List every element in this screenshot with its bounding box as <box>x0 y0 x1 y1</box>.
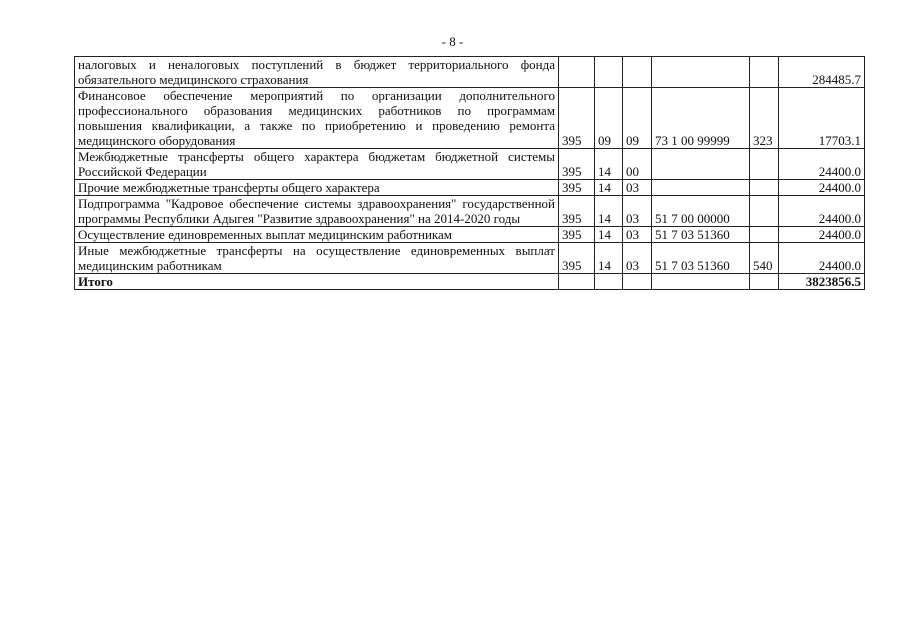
row-expense-type-code <box>750 180 779 196</box>
row-subsection-code: 00 <box>623 149 652 180</box>
row-target-article-code <box>652 180 750 196</box>
page-number: - 8 - <box>441 34 464 49</box>
row-section-code: 14 <box>595 149 623 180</box>
total-row <box>75 274 865 290</box>
budget-table <box>74 56 865 290</box>
row-department-code <box>559 57 595 88</box>
row-target-article-code: 51 7 03 51360 <box>652 243 750 274</box>
row-amount: 24400.0 <box>779 243 865 274</box>
row-target-article-code: 51 7 03 51360 <box>652 227 750 243</box>
table-row <box>75 227 865 243</box>
row-amount: 24400.0 <box>779 196 865 227</box>
row-target-article-code: 51 7 00 00000 <box>652 196 750 227</box>
row-description: налоговых и неналоговых поступлений в бюджет территориального фонда обязательного медицинского страхования <box>75 57 559 88</box>
row-subsection-code <box>623 57 652 88</box>
table-row <box>75 196 865 227</box>
row-description: Межбюджетные трансферты общего характера бюджетам бюджетной системы Российской Федерации <box>75 149 559 180</box>
row-target-article-code <box>652 57 750 88</box>
row-amount: 24400.0 <box>779 149 865 180</box>
row-expense-type-code <box>750 196 779 227</box>
table-row <box>75 180 865 196</box>
table-row <box>75 149 865 180</box>
table-row <box>75 243 865 274</box>
row-section-code: 14 <box>595 180 623 196</box>
row-description: Подпрограмма "Кадровое обеспечение системы здравоохранения" государственной программы Республики Адыгея "Развитие здравоохранения" на 2014-2020 годы <box>75 196 559 227</box>
row-description: Иные межбюджетные трансферты на осуществление единовременных выплат медицинским работникам <box>75 243 559 274</box>
row-department-code: 395 <box>559 88 595 149</box>
table-row <box>75 88 865 149</box>
row-department-code: 395 <box>559 227 595 243</box>
row-subsection-code: 03 <box>623 243 652 274</box>
row-expense-type-code <box>750 227 779 243</box>
total-sum: 3823856.5 <box>779 274 865 290</box>
row-expense-type-code: 540 <box>750 243 779 274</box>
row-section-code: 14 <box>595 227 623 243</box>
row-expense-type-code <box>750 57 779 88</box>
row-department-code: 395 <box>559 196 595 227</box>
row-section-code: 14 <box>595 196 623 227</box>
row-amount: 24400.0 <box>779 180 865 196</box>
row-expense-type-code: 323 <box>750 88 779 149</box>
table-row <box>75 57 865 88</box>
row-amount: 284485.7 <box>779 57 865 88</box>
row-description: Финансовое обеспечение мероприятий по организации дополнительного профессионального образования медицинских работников по программам повышения квалификации, а также по приобретению и проведению ремонта медицинского оборудования <box>75 88 559 149</box>
row-section-code: 09 <box>595 88 623 149</box>
row-subsection-code: 09 <box>623 88 652 149</box>
row-subsection-code: 03 <box>623 196 652 227</box>
row-section-code <box>595 57 623 88</box>
row-description: Осуществление единовременных выплат медицинским работникам <box>75 227 559 243</box>
row-subsection-code: 03 <box>623 227 652 243</box>
row-target-article-code <box>652 149 750 180</box>
row-amount: 24400.0 <box>779 227 865 243</box>
row-description: Прочие межбюджетные трансферты общего характера <box>75 180 559 196</box>
row-section-code: 14 <box>595 243 623 274</box>
row-target-article-code: 73 1 00 99999 <box>652 88 750 149</box>
row-subsection-code: 03 <box>623 180 652 196</box>
row-department-code: 395 <box>559 149 595 180</box>
row-amount: 17703.1 <box>779 88 865 149</box>
total-label: Итого <box>75 274 559 290</box>
row-department-code: 395 <box>559 180 595 196</box>
row-department-code: 395 <box>559 243 595 274</box>
row-expense-type-code <box>750 149 779 180</box>
